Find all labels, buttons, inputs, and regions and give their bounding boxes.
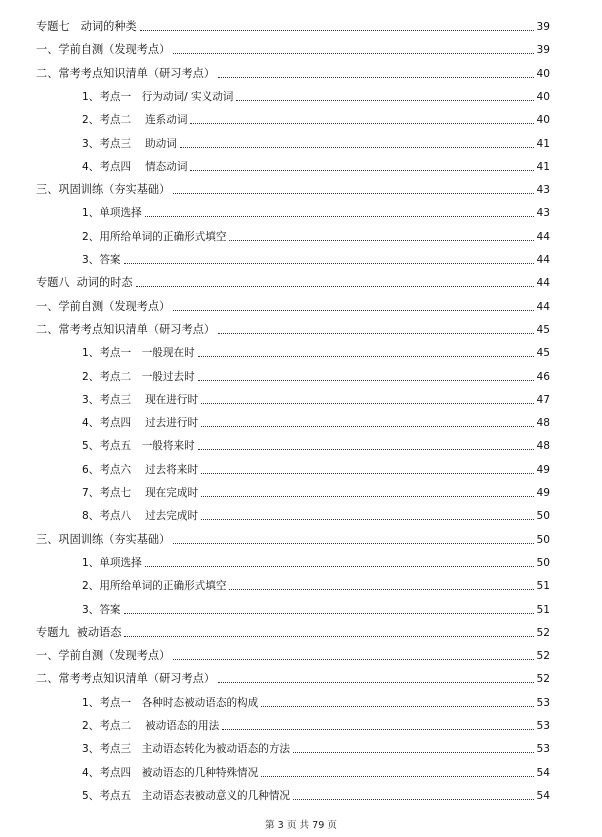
- toc-page-number: 52: [536, 626, 550, 639]
- toc-dot-leader: [198, 448, 534, 450]
- toc-subsection-entry[interactable]: [82, 410, 550, 430]
- toc-entry-title: 6、考点六 过去将来时: [82, 463, 199, 476]
- toc-page-number: 54: [536, 789, 550, 802]
- toc-page-number: 41: [536, 137, 550, 150]
- toc-page-number: 44: [536, 230, 550, 243]
- toc-page-number: 44: [536, 254, 550, 266]
- toc-dot-leader: [218, 332, 534, 334]
- page-footer: 第 3 页 共 79 页: [265, 820, 337, 831]
- toc-dot-leader: [222, 728, 533, 730]
- toc-page-number: 50: [536, 533, 550, 546]
- toc-entry-title: 专题九 被动语态: [36, 625, 122, 639]
- toc-section-entry[interactable]: [36, 14, 550, 34]
- toc-section-entry[interactable]: [36, 317, 550, 337]
- toc-section-entry[interactable]: [36, 294, 550, 314]
- toc-dot-leader: [293, 798, 533, 800]
- toc-subsection-entry[interactable]: [82, 713, 550, 733]
- toc-entry-title: 2、考点二 一般过去时: [82, 370, 195, 383]
- toc-dot-leader: [229, 239, 533, 241]
- toc-subsection-entry[interactable]: [82, 131, 550, 151]
- toc-dot-leader: [173, 192, 533, 194]
- toc-entry-title: 1、考点一 一般现在时: [82, 347, 195, 360]
- toc-subsection-entry[interactable]: [82, 433, 550, 453]
- toc-dot-leader: [124, 262, 534, 264]
- toc-dot-leader: [190, 169, 533, 171]
- toc-subsection-entry[interactable]: [82, 550, 550, 570]
- toc-dot-leader: [261, 705, 533, 707]
- toc-dot-leader: [261, 775, 533, 777]
- toc-entry-title: 2、用所给单词的正确形式填空: [82, 580, 227, 593]
- toc-entry-title: 5、考点五 主动语态表被动意义的几种情况: [82, 789, 291, 802]
- toc-page-number: 47: [536, 393, 550, 406]
- toc-page-number: 49: [536, 463, 550, 476]
- toc-entry-title: 4、考点四 被动语态的几种特殊情况: [82, 766, 259, 779]
- toc-section-entry[interactable]: [36, 270, 550, 290]
- toc-entry-title: 二、常考考点知识清单（研习考点）: [36, 322, 216, 336]
- toc-subsection-entry[interactable]: [82, 107, 550, 127]
- toc-page-number: 45: [536, 323, 550, 336]
- toc-subsection-entry[interactable]: [82, 783, 550, 803]
- toc-subsection-entry[interactable]: [82, 690, 550, 710]
- toc-page-number: 53: [536, 743, 550, 756]
- toc-entry-title: 7、考点七 现在完成时: [82, 487, 199, 499]
- toc-entry-title: 1、单项选择: [82, 556, 142, 569]
- toc-entry-title: 专题八 动词的时态: [36, 276, 133, 290]
- toc-page-number: 43: [536, 184, 550, 197]
- toc-page-number: 52: [536, 673, 550, 686]
- toc-entry-title: 5、考点五 一般将来时: [82, 440, 195, 453]
- toc-entry-title: 一、学前自测（发现考点）: [36, 43, 171, 57]
- toc-section-entry[interactable]: [36, 643, 550, 663]
- toc-subsection-entry[interactable]: [82, 597, 550, 617]
- toc-entry-title: 二、常考考点知识清单（研习考点）: [36, 672, 216, 686]
- toc-subsection-entry[interactable]: [82, 480, 550, 500]
- toc-entry-title: 4、考点四 情态动词: [82, 160, 188, 173]
- toc-page-number: 40: [536, 67, 550, 80]
- toc-section-entry[interactable]: [36, 527, 550, 547]
- toc-entry-title: 8、考点八 过去完成时: [82, 510, 199, 523]
- toc-page-number: 39: [536, 44, 550, 57]
- toc-entry-title: 1、考点一 各种时态被动语态的构成: [82, 696, 259, 709]
- toc-subsection-entry[interactable]: [82, 154, 550, 174]
- toc-page-number: 40: [536, 90, 550, 103]
- toc-dot-leader: [218, 681, 534, 683]
- toc-dot-leader: [145, 565, 534, 567]
- toc-entry-title: 3、答案: [82, 603, 121, 616]
- toc-dot-leader: [173, 658, 533, 660]
- toc-page-number: 49: [536, 487, 550, 499]
- toc-entry-title: 3、考点三 主动语态转化为被动语态的方法: [82, 743, 291, 756]
- toc-page-number: 53: [536, 720, 550, 732]
- toc-page-number: 54: [536, 766, 550, 779]
- toc-entry-title: 三、巩固训练（夯实基础）: [36, 183, 171, 197]
- toc-subsection-entry[interactable]: [82, 736, 550, 756]
- toc-dot-leader: [293, 751, 533, 753]
- toc-dot-leader: [145, 215, 534, 217]
- toc-dot-leader: [190, 122, 533, 124]
- toc-dot-leader: [124, 635, 533, 637]
- toc-dot-leader: [201, 495, 533, 497]
- toc-entry-title: 专题七 动词的种类: [36, 20, 137, 33]
- toc-dot-leader: [180, 146, 534, 148]
- toc-entry-title: 2、考点二 被动语态的用法: [82, 720, 220, 732]
- toc-subsection-entry[interactable]: [82, 503, 550, 523]
- toc-dot-leader: [173, 542, 533, 544]
- toc-dot-leader: [218, 76, 534, 78]
- toc-page-number: 41: [536, 160, 550, 173]
- toc-entry-title: 1、考点一 行为动词/ 实义动词: [82, 90, 234, 103]
- toc-section-entry[interactable]: [36, 37, 550, 57]
- toc-entry-title: 一、学前自测（发现考点）: [36, 299, 171, 313]
- toc-page-number: 51: [536, 603, 550, 616]
- toc-section-entry[interactable]: [36, 61, 550, 81]
- toc-dot-leader: [136, 285, 534, 287]
- toc-dot-leader: [140, 29, 534, 31]
- toc-entry-title: 2、用所给单词的正确形式填空: [82, 230, 227, 243]
- toc-dot-leader: [124, 612, 534, 614]
- toc-section-entry[interactable]: [36, 177, 550, 197]
- toc-subsection-entry[interactable]: [82, 224, 550, 244]
- toc-subsection-entry[interactable]: [82, 340, 550, 360]
- toc-dot-leader: [173, 52, 533, 54]
- toc-page-number: 46: [536, 370, 550, 383]
- toc-entry-title: 3、考点三 助动词: [82, 137, 177, 150]
- toc-page-number: 43: [536, 207, 550, 220]
- toc-entry-title: 4、考点四 过去进行时: [82, 417, 199, 430]
- toc-entry-title: 二、常考考点知识清单（研习考点）: [36, 66, 216, 80]
- toc-page-number: 40: [536, 114, 550, 127]
- toc-section-entry[interactable]: [36, 620, 550, 640]
- toc-entry-title: 一、学前自测（发现考点）: [36, 649, 171, 663]
- toc-dot-leader: [201, 425, 533, 427]
- toc-page-number: 45: [536, 347, 550, 360]
- toc-subsection-entry[interactable]: [82, 573, 550, 593]
- toc-dot-leader: [198, 355, 534, 357]
- toc-subsection-entry[interactable]: [82, 84, 550, 104]
- toc-page-number: 50: [536, 556, 550, 569]
- toc-page-number: 51: [536, 580, 550, 593]
- toc-page-number: 48: [536, 440, 550, 453]
- toc-dot-leader: [173, 309, 533, 311]
- toc-page-number: 52: [536, 650, 550, 663]
- toc-subsection-entry[interactable]: [82, 760, 550, 780]
- toc-entry-title: 2、考点二 连系动词: [82, 114, 188, 127]
- toc-subsection-entry[interactable]: [82, 364, 550, 384]
- toc-subsection-entry[interactable]: [82, 247, 550, 267]
- toc-page-number: 44: [536, 277, 550, 290]
- toc-page-number: 39: [536, 21, 550, 33]
- toc-dot-leader: [229, 588, 533, 590]
- toc-dot-leader: [201, 402, 533, 404]
- toc-page-number: 53: [536, 696, 550, 709]
- toc-dot-leader: [201, 472, 533, 474]
- toc-entry-title: 3、答案: [82, 254, 121, 266]
- toc-dot-leader: [201, 518, 533, 520]
- toc-page-number: 44: [536, 300, 550, 313]
- toc-entry-title: 3、考点三 现在进行时: [82, 393, 199, 406]
- toc-dot-leader: [198, 379, 534, 381]
- toc-page-number: 48: [536, 417, 550, 430]
- toc-dot-leader: [236, 99, 533, 101]
- toc-section-entry[interactable]: [36, 666, 550, 686]
- toc-page-number: 50: [536, 510, 550, 523]
- toc-subsection-entry[interactable]: [82, 200, 550, 220]
- toc-entry-title: 三、巩固训练（夯实基础）: [36, 532, 171, 546]
- toc-subsection-entry[interactable]: [82, 457, 550, 477]
- toc-subsection-entry[interactable]: [82, 387, 550, 407]
- toc-entry-title: 1、单项选择: [82, 207, 142, 220]
